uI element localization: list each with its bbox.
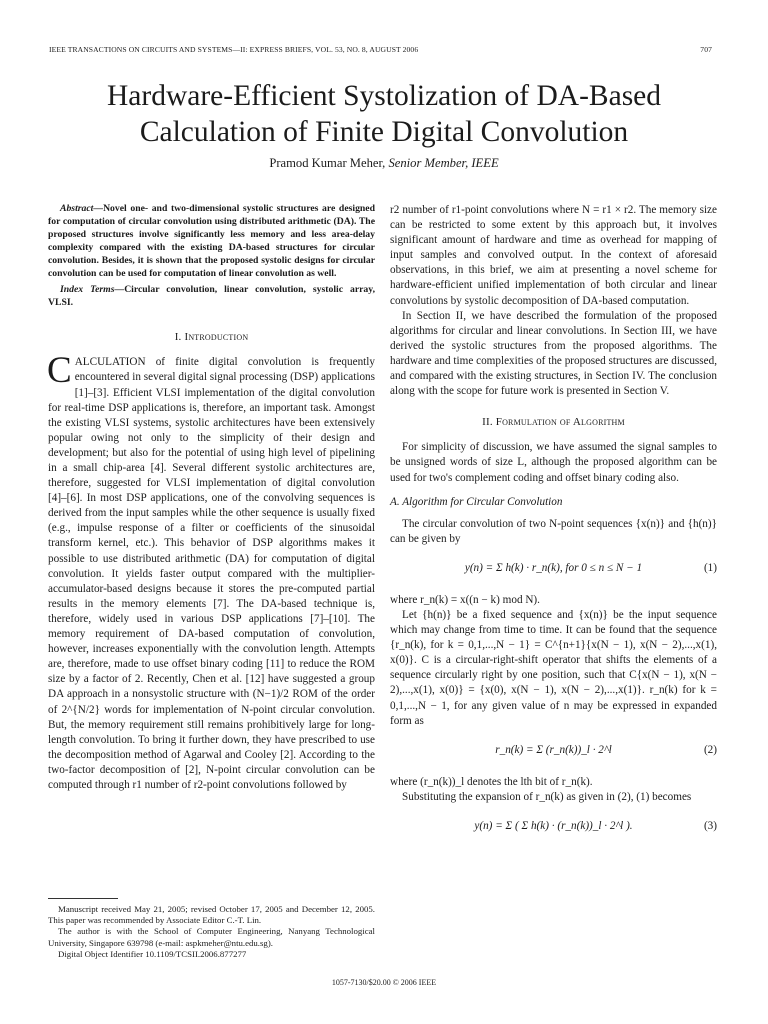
- index-terms-lead: Index Terms—: [60, 284, 125, 296]
- title-line-1: Hardware-Efficient Systolization of DA-Based: [106, 80, 662, 112]
- equation-3: [390, 811, 717, 845]
- intro-text: ALCULATION of finite digital convolution is frequently encountered in several digital signal processing (DSP) applications [1]–[3]. Efficient VLSI implementation of the digital convolution for real-time DSP applications is, therefore, an important task. Amongst the existing VLSI systems, systolic architectures have been extensively popular owing not only to the simplicity of their design and development; but also for the potential of using high level of pipelining in a small chip-area [4]. Several different systolic architectures are, therefore, suggested for VLSI implementation of digital convolution [4]–[6]. In most DSP applications, one of the convolving sequences is derived from the input samples while the other sequence is usually fixed (e.g., impulse response of a filter or coefficients of the sinusoidal transform kernel, etc.). This behavior of DSP algorithms makes it possible to use distributed arithmetic (DA) for computation of digital convolution. It yields faster output compared with the multiplier-accumulator-based designs because it stores the pre-computed partial results in the memory elements [7]. The DA-based technique is, therefore, widely used in various DSP applications [7]–[10]. The memory requirement of DA-based computation of convolution, however, increases exponentially with the convolution length. Attempts are, therefore, made to use offset binary coding [11] to reduce the ROM size by a factor of 2. Recently, Chen et al. [12] have suggested a group DA approach in a nonsystolic structure with (N−1)/2 ROM of the order of 2^{N/2} words for implementation of N-point circular convolution. But, the memory requirement still remains prohibitively large for long-length convolution. To bring it further down, they have prescribed to use the decomposition method of Agarwal and Cooley [2]. According to the two-factor decomposition of [2], N-point circular convolution can be computed through r1 number of r2-point convolutions followed by: [48, 356, 375, 791]
- footnote-rule: [48, 898, 118, 899]
- footnotes: [48, 904, 375, 960]
- equation-2-body: r_n(k) = Σ (r_n(k))_l · 2^l: [495, 743, 612, 756]
- subsection-heading: A. Algorithm for Circular Convolution: [390, 495, 563, 508]
- index-terms-text: Circular convolution, linear convolution, systolic array, VLSI.: [48, 284, 375, 309]
- right-column: [390, 203, 717, 851]
- copyright-line: 1057-7130/$20.00 © 2006 IEEE: [331, 978, 437, 987]
- paper-title: [0, 78, 768, 150]
- formulation-paragraph: For simplicity of discussion, we have assumed the signal samples to be unsigned words of size L, although the proposed algorithm can be used for two's complement coding and offset binary coding also.: [390, 441, 717, 484]
- equation-1-number: (1): [703, 561, 717, 574]
- running-header: IEEE TRANSACTIONS ON CIRCUITS AND SYSTEMS—II: EXPRESS BRIEFS, VOL. 53, NO. 8, AUGUST 2006: [49, 45, 419, 54]
- footnote-doi: Digital Object Identifier 10.1109/TCSII.2006.877277: [58, 948, 247, 959]
- drop-cap: C: [47, 350, 72, 392]
- circular-shift-paragraph: Let {h(n)} be a fixed sequence and {x(n)} be the input sequence which may change from time to time. It can be found that the sequence {r_n(k), for k = 0,1,...,N − 1} = C^{n+1}{x(N − 1), x(N − 2),...,x(1), x(0)}. C is a circular-right-shift operator that shifts the elements of a sequence circularly right by one position, such that C{x(N − 1), x(N − 2),...,x(1), x(0)} = {x(0), x(N − 1), x(N − 2),...,x(1)}. r_n(k) for k = 0,1,...,N − 1, for any given value of n may be expressed in expanded form as: [390, 608, 717, 727]
- circular-conv-intro: The circular convolution of two N-point sequences {x(n)} and {h(n)} can be given by: [390, 517, 717, 545]
- abstract-text: Novel one- and two-dimensional systolic structures are designed for computation of circular convolution using distributed arithmetic (DA). The proposed structures involve significantly less memory and less area-delay complexity compared with the existing DA-based structures for circular convolution. Besides, it is shown that the proposed systolic designs for circular convolution can be used for computation of linear convolution as well.: [48, 203, 375, 279]
- eq1-where: where r_n(k) = x((n − k) mod N).: [390, 593, 540, 606]
- section-title: Introduction: [184, 331, 249, 344]
- footnote-affiliation: The author is with the School of Computer Engineering, Nanyang Technological University, Singapore 639798 (e-mail: aspkmeher@ntu.edu.sg).: [48, 926, 375, 948]
- page-number: 707: [700, 45, 712, 54]
- left-column: [48, 203, 375, 793]
- footnote-manuscript: Manuscript received May 21, 2005; revised October 17, 2005 and December 12, 2005. This paper was recommended by Associate Editor C.-T. Lin.: [48, 904, 375, 926]
- section-number: II.: [482, 416, 493, 429]
- section-title: Formulation of Algorithm: [495, 416, 625, 429]
- equation-2: [390, 735, 717, 769]
- index-terms: [48, 284, 375, 310]
- abstract-lead: Abstract—: [60, 203, 104, 214]
- title-line-2: Calculation of Finite Digital Convolution: [139, 116, 629, 148]
- section-number: I.: [174, 331, 182, 344]
- equation-3-number: (3): [703, 819, 717, 832]
- author-membership: Senior Member, IEEE: [388, 156, 499, 170]
- right-paragraph-2: In Section II, we have described the formulation of the proposed algorithms for circular and linear convolutions. In Section III, we have derived the systolic structures from the proposed algorithms. The hardware and time complexities of the proposed structures are discussed, and compared with the existing structures, in Section IV. The conclusion along with the scope for future work is presented in Section V.: [390, 309, 717, 398]
- intro-paragraph: [47, 350, 375, 793]
- abstract: [48, 203, 375, 280]
- equation-1-body: y(n) = Σ h(k) · r_n(k), for 0 ≤ n ≤ N − 1: [464, 561, 643, 574]
- author-name: Pramod Kumar Meher,: [269, 156, 386, 170]
- section-heading-introduction: [48, 330, 375, 345]
- equation-1: [390, 553, 717, 587]
- equation-2-number: (2): [703, 743, 717, 756]
- eq2-where: where (r_n(k))_l denotes the lth bit of r_n(k).: [390, 775, 593, 788]
- substitution-paragraph: Substituting the expansion of r_n(k) as given in (2), (1) becomes: [402, 790, 692, 803]
- right-paragraph-1: r2 number of r1-point convolutions where N = r1 × r2. The memory size can be restricted to some extent by this approach but, it involves significant amount of hardware and time as overhead for mapping of input samples and convolved output. In the context of aforesaid observations, in this brief, we aim at presenting a novel scheme for hardware-efficient unified implementation of both circular and linear convolutions by systolic decomposition of DA-based computation.: [390, 204, 717, 307]
- author-line: [0, 156, 768, 171]
- equation-3-body: y(n) = Σ ( Σ h(k) · (r_n(k))_l · 2^l ).: [474, 819, 633, 832]
- section-heading-formulation: [390, 415, 717, 430]
